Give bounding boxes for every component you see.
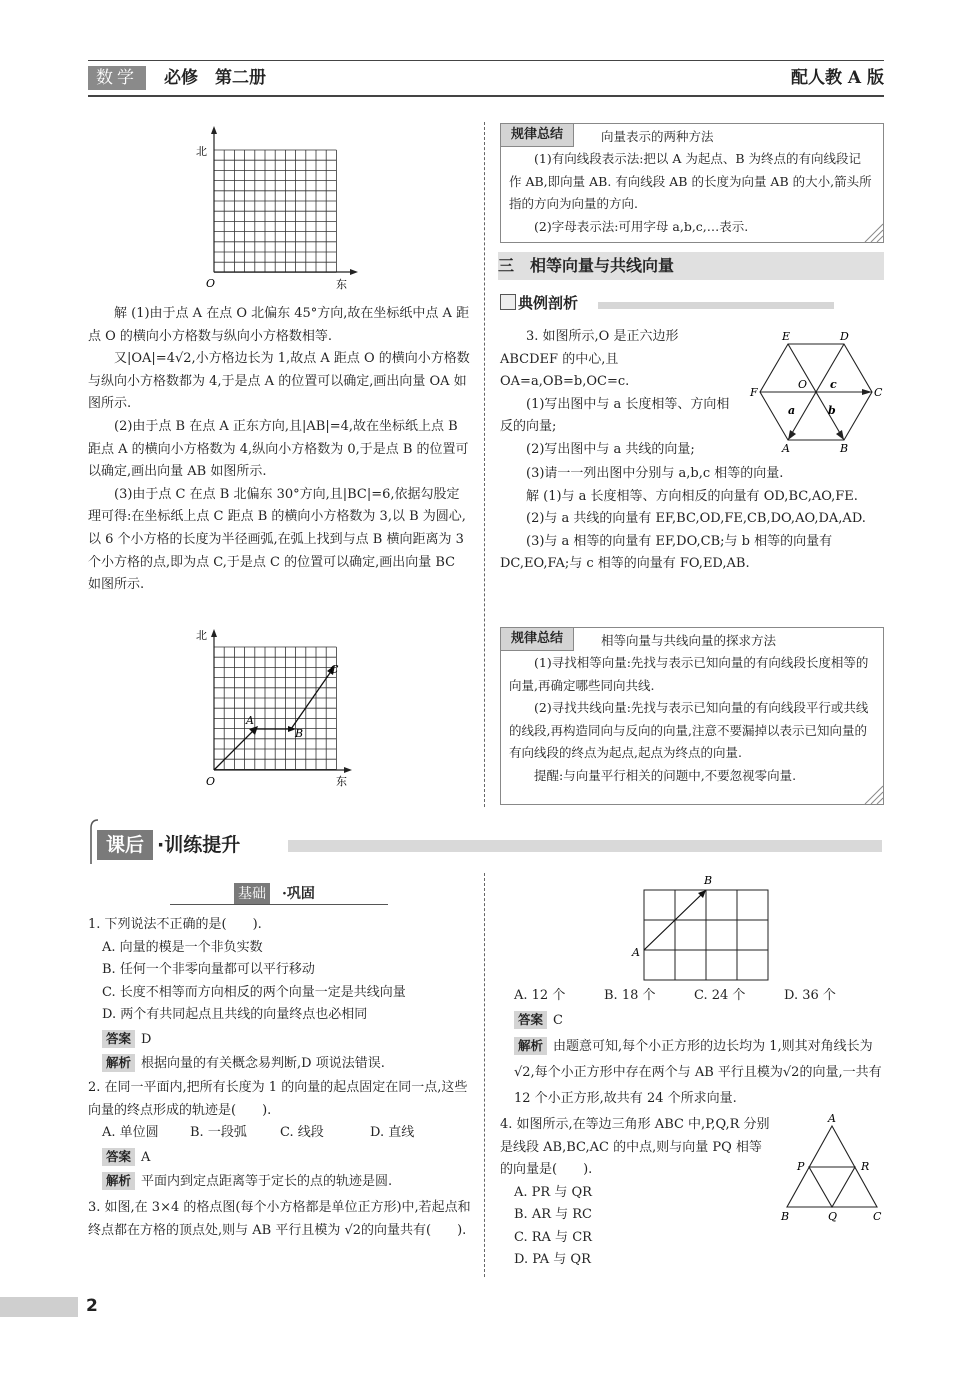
answer-tag: 答案: [514, 1011, 547, 1029]
column-divider: [484, 873, 485, 1277]
page-number: 2: [86, 1296, 98, 1316]
north-arrow-icon: [211, 126, 217, 134]
point-b-label: B: [295, 727, 304, 740]
vector-ab: [644, 893, 703, 950]
after-class-tag: 课后: [97, 830, 153, 860]
option: D. PA 与 QR: [514, 1252, 591, 1267]
summary-box-1: [500, 123, 884, 243]
vertex-a-label: A: [782, 442, 790, 455]
analysis-tag: 解析: [102, 1054, 135, 1072]
vector-a-label: a: [788, 404, 796, 417]
grid-figure-1: [190, 122, 360, 292]
option: B. AR 与 RC: [514, 1207, 592, 1222]
point-q-label: Q: [828, 1210, 838, 1223]
vertex-c-label: C: [874, 386, 883, 399]
point-c-label: C: [330, 663, 339, 676]
example-line: (3)请一一列出图中分别与 a,b,c 相等的向量.: [526, 466, 784, 481]
analysis-tag: 解析: [102, 1172, 135, 1190]
point-r-label: R: [861, 1160, 870, 1173]
option: A. 单位圆: [102, 1125, 159, 1140]
option: A. PR 与 QR: [514, 1184, 592, 1200]
answer-value: D: [141, 1031, 152, 1047]
summary-line: (2)寻找共线向量:先找与表示已知向量的有向线段平行或共线的线段,再构造同向与反向的向量,注意不要漏掉以表示已知向量的有向线段的终点为起点,起点为终点的向量.: [509, 700, 869, 760]
after-class-bar: [288, 840, 882, 852]
options-row: [88, 1122, 472, 1145]
summary-line: 提醒:与向量平行相关的问题中,不要忽视零向量.: [534, 767, 797, 783]
header-rule-top: [88, 60, 884, 61]
basic-tag: 基础: [234, 883, 270, 905]
option: A. 向量的模是一个非负实数: [102, 939, 263, 955]
question-stem: 4. 如图所示,在等边三角形 ABC 中,P,Q,R 分别是线段 AB,BC,AC 的中点,则与向量 PQ 相等的向量是( ).: [500, 1117, 770, 1177]
option: C. RA 与 CR: [514, 1229, 592, 1245]
summary-tag: 规律总结: [501, 124, 574, 147]
question-stem: 2. 在同一平面内,把所有长度为 1 的向量的起点固定在同一点,这些向量的终点形成的轨迹是( ).: [88, 1080, 468, 1118]
solution-paragraph-3: (2)由于点 B 在点 A 正东方向,且|AB|=4,故在坐标纸上点 B 距点 A 的横向小方格数为 4,纵向小方格数为 0,于是点 B 的位置可以确定,画出向量 AB 如图所示.: [88, 418, 469, 480]
option: C. 线段: [280, 1125, 324, 1140]
example-line: 3. 如图所示,O 是正六边形 ABCDEF 的中心,且 OA=a,OB=b,OC=c.: [500, 329, 679, 390]
triangle-figure: [775, 1112, 885, 1226]
question-1: [88, 914, 472, 1076]
summary-body: [509, 148, 873, 238]
page-number-bar: [0, 1297, 78, 1317]
analysis-text: 平面内到定点距离等于定长的点的轨迹是圆.: [141, 1174, 393, 1189]
option: A. 12 个: [514, 988, 566, 1003]
example-solution: (3)与 a 相等的向量有 EF,DO,CB;与 b 相等的向量有 DC,EO,FA;与 c 相等的向量有 FO,ED,AB.: [500, 533, 833, 572]
summary-title: 向量表示的两种方法: [601, 129, 714, 144]
summary-box-2: [500, 627, 884, 805]
summary-line: (2)字母表示法:可用字母 a,b,c,…表示.: [534, 218, 749, 234]
example-solution: 解 (1)与 a 长度相等、方向相反的向量有 OD,BC,AO,FE.: [526, 488, 858, 504]
option: C. 长度不相等而方向相反的两个向量一定是共线向量: [102, 984, 406, 1000]
question-stem: 1. 下列说法不正确的是( ).: [88, 917, 262, 932]
vertex-b-label: B: [781, 1210, 790, 1223]
edition-label: 配人教 A 版: [790, 68, 884, 88]
vertex-b-label: B: [840, 442, 849, 455]
analysis-text: 由题意可知,每个小正方形的边长均为 1,则其对角线长为√2,每个小正方形中存在两个与 AB 平行且模为√2的向量,一共有 12 个小正方形,故共有 24 个所求向量.: [514, 1039, 882, 1106]
arrow-b-icon: [836, 430, 844, 440]
question-2: [88, 1077, 472, 1194]
point-p-label: P: [797, 1160, 805, 1173]
summary-body: [509, 652, 873, 787]
point-a-label: A: [246, 714, 254, 727]
vector-b-label: b: [828, 404, 836, 417]
vertex-c-label: C: [873, 1210, 882, 1223]
option: D. 直线: [370, 1125, 415, 1140]
lattice-figure: [626, 872, 776, 984]
section-heading: 三 相等向量与共线向量: [498, 252, 884, 280]
question-4: [500, 1114, 770, 1272]
east-label: 东: [336, 278, 347, 291]
answer-tag: 答案: [102, 1030, 135, 1048]
example-solution: (2)与 a 共线的向量有 EF,BC,OD,FE,CB,DO,AO,DA,AD.: [526, 511, 866, 527]
analysis-tag: 解析: [514, 1037, 547, 1055]
center-o-label: O: [798, 378, 808, 391]
origin-label: O: [206, 277, 216, 290]
corner-hatch-icon: [861, 782, 883, 804]
vertex-d-label: D: [840, 330, 849, 343]
hexagon-figure: [748, 326, 884, 458]
option: B. 一段弧: [190, 1125, 247, 1140]
example-line: (2)写出图中与 a 共线的向量;: [526, 441, 695, 457]
east-label: 东: [336, 775, 347, 788]
north-label: 北: [196, 145, 207, 158]
answer-value: A: [141, 1149, 151, 1165]
north-arrow-icon: [211, 629, 217, 637]
question-3: [88, 1197, 472, 1242]
vector-c-label: c: [830, 378, 837, 391]
solution-block-left: [88, 303, 470, 597]
example-question: [500, 326, 740, 462]
vertex-e-label: E: [782, 330, 791, 343]
answer-tag: 答案: [102, 1148, 135, 1166]
example-question-3: [500, 463, 884, 576]
east-arrow-icon: [344, 767, 352, 773]
point-b-label: B: [704, 874, 713, 887]
grid-figure-2: [190, 625, 360, 790]
question-3-continued: [500, 985, 884, 1112]
analysis-text: 根据向量的有关概念易判断,D 项说法错误.: [141, 1056, 385, 1071]
column-divider: [484, 122, 485, 807]
solution-paragraph-4: (3)由于点 C 在点 B 北偏东 30°方向,且|BC|=6,依据勾股定理可得:在坐标纸上点 C 距点 B 的横向小方格数为 3,以 B 为圆心,以 6 个小方格的长度为半径画弧,在弧上找到与点 B 横向距离为 3 个小方格的点,即为点 C,于是点 C 的位置可以确定,画出向量 BC 如图所示.: [88, 486, 466, 593]
book-title: 必修 第二册: [164, 68, 266, 88]
example-heading-bar: [598, 302, 834, 309]
example-line: (1)写出图中与 a 长度相等、方向相反的向量;: [500, 396, 730, 435]
option: B. 18 个: [604, 988, 656, 1003]
summary-line: (1)寻找相等向量:先找与表示已知向量的有向线段长度相等的向量,再确定哪些同向共线.: [509, 655, 869, 693]
example-icon: [500, 294, 516, 310]
option: D. 两个有共同起点且共线的向量终点也必相同: [102, 1007, 368, 1022]
option: C. 24 个: [694, 988, 746, 1003]
summary-tag: 规律总结: [501, 628, 574, 651]
summary-title: 相等向量与共线向量的探求方法: [601, 633, 777, 648]
example-heading: 典例剖析: [518, 294, 579, 312]
options-row: [500, 985, 884, 1008]
vertex-a-label: A: [828, 1112, 836, 1125]
subject-tag: 数学: [88, 66, 146, 90]
question-stem: 3. 如图,在 3×4 的格点图(每个小方格都是单位正方形)中,若起点和终点都在方格的顶点处,则与 AB 平行且模为 √2的向量共有( ).: [88, 1200, 471, 1238]
vertex-f-label: F: [750, 386, 758, 399]
north-label: 北: [196, 629, 207, 642]
solution-paragraph-2: 又|OA|=4√2,小方格边长为 1,故点 A 距点 O 的横向小方格数与纵向小方格数都为 4,于是点 A 的位置可以确定,画出向量 OA 如图所示.: [88, 351, 470, 412]
answer-value: C: [553, 1012, 563, 1028]
after-class-title: ·训练提升: [157, 834, 241, 856]
option: D. 36 个: [784, 988, 836, 1003]
origin-label: O: [206, 775, 216, 788]
option: B. 任何一个非零向量都可以平行移动: [102, 962, 315, 977]
point-a-label: A: [632, 946, 640, 959]
basic-rule: [170, 904, 388, 905]
solution-paragraph-1: 解 (1)由于点 A 在点 O 北偏东 45°方向,故在坐标纸中点 A 距点 O 的横向小方格数与纵向小方格数相等.: [88, 306, 470, 344]
basic-title: ·巩固: [282, 886, 315, 902]
corner-hatch-icon: [861, 220, 883, 242]
header-rule-bottom: [88, 95, 884, 97]
east-arrow-icon: [350, 269, 358, 275]
arrow-a-icon: [788, 430, 796, 440]
summary-line: (1)有向线段表示法:把以 A 为起点、B 为终点的有向线段记作 AB,即向量 AB. 有向线段 AB 的长度为向量 AB 的大小,箭头所指的方向为向量的方向.: [509, 151, 872, 211]
